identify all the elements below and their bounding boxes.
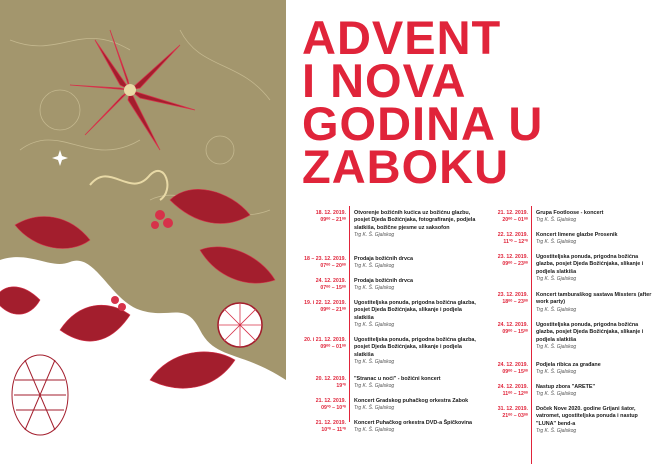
event-date: 24. 12. 2019. <box>497 322 528 328</box>
event-place: Trg K. Š. Gjalskog <box>536 276 577 283</box>
event-date: 20. 12. 2019. <box>315 376 346 382</box>
event-text: Prodaja božićnih drvca <box>354 278 414 284</box>
event-date: 21. 12. 2019. <box>497 210 528 216</box>
event-text: Doček Nove 2020. godine Grijani šator, vatromet, ugostiteljska ponuda i nastup "LUNA" bend-a <box>536 406 638 427</box>
event-place: Trg K. Š. Gjalskog <box>536 306 577 313</box>
event-datetime <box>290 278 346 292</box>
event-time: 09⁰⁰ – 01⁰⁰ <box>320 344 346 350</box>
page-title <box>302 11 652 193</box>
event-place: Trg K. Š. Gjalskog <box>354 383 395 390</box>
event-time: 21⁰⁰ – 03⁰⁰ <box>502 413 528 419</box>
event-text: Nastup zbora "ARETE" <box>536 384 596 390</box>
event-place: Trg K. Š. Gjalskog <box>354 232 395 239</box>
event-time: 10³⁰ – 11³⁰ <box>321 427 346 433</box>
event-text: Koncert Puhačkog orkestra DVD-a Špičkovina <box>354 420 473 426</box>
event-text: Ugostiteljska ponuda, prigodna božićna glazba, posjet Djeda Božićnjaka, slikanje i podjela slatkiša <box>536 254 644 275</box>
event-date: 19. i 22. 12. 2019. <box>304 300 346 306</box>
event-time: 09⁰⁰ – 21⁰⁰ <box>320 307 346 313</box>
event-place: Trg K. Š. Gjalskog <box>536 369 577 376</box>
event-place: Trg K. Š. Gjalskog <box>536 239 577 246</box>
event-time: 09³⁰ – 10³⁰ <box>321 405 346 411</box>
event-datetime <box>290 300 346 314</box>
event-description <box>354 210 480 240</box>
event-place: Trg K. Š. Gjalskog <box>536 391 577 398</box>
event-description <box>536 384 656 399</box>
event-date: 21. 12. 2019. <box>315 398 346 404</box>
event-datetime <box>290 256 346 270</box>
event-datetime <box>290 376 346 390</box>
event-text: Grupa Footloose - koncert <box>536 210 604 216</box>
schedule-divider-right <box>531 206 532 464</box>
event-description <box>536 362 656 377</box>
event-time: 11³⁰ – 12³⁰ <box>503 239 528 245</box>
event-date: 18. 12. 2019. <box>315 210 346 216</box>
event-description <box>354 376 480 391</box>
zabok-logo: ZABOK <box>82 390 167 418</box>
event-place: Trg K. Š. Gjalskog <box>536 344 577 351</box>
event-datetime <box>486 384 528 398</box>
event-datetime <box>290 398 346 412</box>
event-datetime <box>486 254 528 268</box>
event-place: Trg K. Š. Gjalskog <box>536 217 577 224</box>
event-description <box>354 256 480 271</box>
event-time: 07⁰⁰ – 20⁰⁰ <box>320 263 346 269</box>
event-date: 24. 12. 2019. <box>315 278 346 284</box>
title-line: GODINA U <box>302 97 544 150</box>
title-line: ADVENT <box>302 11 502 64</box>
event-time: 11⁰⁰ – 12⁰⁰ <box>502 391 528 397</box>
event-text: Podjela ribica za građane <box>536 362 601 368</box>
event-text: Koncert Gradskog puhačkog orkestra Zabok <box>354 398 469 404</box>
event-description <box>354 300 480 330</box>
event-text: Ugostiteljska ponuda, prigodna božićna glazba, posjet Djeda Božićnjaka, slikanje i podjela slatkiša <box>354 337 476 358</box>
event-date: 21. 12. 2019. <box>315 420 346 426</box>
event-date: 24. 12. 2019. <box>497 362 528 368</box>
event-text: Ugostiteljska ponuda, prigodna božićna glazba, posjet Djeda Božićnjaka, slikanje i podjela slatkiša <box>354 300 476 321</box>
title-line: ZABOKU <box>302 140 510 193</box>
event-text: Koncert limene glazbe Prosenik <box>536 232 618 238</box>
event-text: Prodaja božićnih drvca <box>354 256 414 262</box>
event-text: Otvorenje božićnih kućica uz božićnu glazbu, posjet Djeda Božićnjaka, fotografiranje, podjela slatkiša, božične pjesme uz saksofon <box>354 210 476 231</box>
event-place: Trg K. Š. Gjalskog <box>354 405 395 412</box>
event-datetime <box>486 210 528 224</box>
event-text: "Stranac u noći" - božićni koncert <box>354 376 441 382</box>
event-date: 23. 12. 2019. <box>497 254 528 260</box>
event-datetime <box>486 322 528 336</box>
event-place: Trg K. Š. Gjalskog <box>536 428 577 435</box>
event-datetime <box>486 232 528 246</box>
event-description <box>354 337 480 367</box>
event-description <box>354 398 480 413</box>
event-time: 09⁰⁰ – 15⁰⁰ <box>502 329 528 335</box>
event-place: Trg K. Š. Gjalskog <box>354 427 395 434</box>
event-time: 07⁰⁰ – 15⁰⁰ <box>320 285 346 291</box>
event-datetime <box>486 362 528 376</box>
schedule-divider-left <box>349 206 350 422</box>
event-place: Trg K. Š. Gjalskog <box>354 263 395 270</box>
event-place: Trg K. Š. Gjalskog <box>354 285 395 292</box>
title-line: I NOVA <box>302 54 467 107</box>
event-datetime <box>486 406 528 420</box>
event-time: 09⁰⁰ – 23⁰⁰ <box>502 261 528 267</box>
event-description <box>536 292 656 314</box>
event-datetime <box>290 420 346 434</box>
event-place: Trg K. Š. Gjalskog <box>354 359 395 366</box>
event-time: 09⁰⁰ – 15⁰⁰ <box>502 369 528 375</box>
event-date: 23. 12. 2019. <box>497 292 528 298</box>
event-date: 18 – 23. 12. 2019. <box>304 256 346 262</box>
event-place: Trg K. Š. Gjalskog <box>354 322 395 329</box>
event-datetime <box>486 292 528 306</box>
event-description <box>536 322 656 352</box>
event-description <box>536 254 656 284</box>
event-description <box>354 420 480 435</box>
event-date: 31. 12. 2019. <box>497 406 528 412</box>
event-time: 20⁰⁰ – 01⁰⁰ <box>502 217 528 223</box>
event-date: 20. i 21. 12. 2019. <box>304 337 346 343</box>
event-text: Ugostiteljska ponuda, prigodna božićna glazba, posjet Djeda Božićnjaka, slikanje i podjela slatkiša <box>536 322 644 343</box>
event-description <box>536 210 656 225</box>
event-text: Koncert tamburaškog sastava Missters (after work party) <box>536 292 652 306</box>
event-time: 18⁰⁰ – 23⁰⁰ <box>502 299 528 305</box>
christmas-illustration <box>0 0 286 469</box>
event-date: 22. 12. 2019. <box>497 232 528 238</box>
event-time: 09⁰⁰ – 21⁰⁰ <box>320 217 346 223</box>
event-description <box>354 278 480 293</box>
event-description <box>536 406 656 436</box>
event-date: 24. 12. 2019. <box>497 384 528 390</box>
event-datetime <box>290 210 346 224</box>
event-time: 19³⁰ <box>336 383 346 389</box>
event-datetime <box>290 337 346 351</box>
event-description <box>536 232 656 247</box>
